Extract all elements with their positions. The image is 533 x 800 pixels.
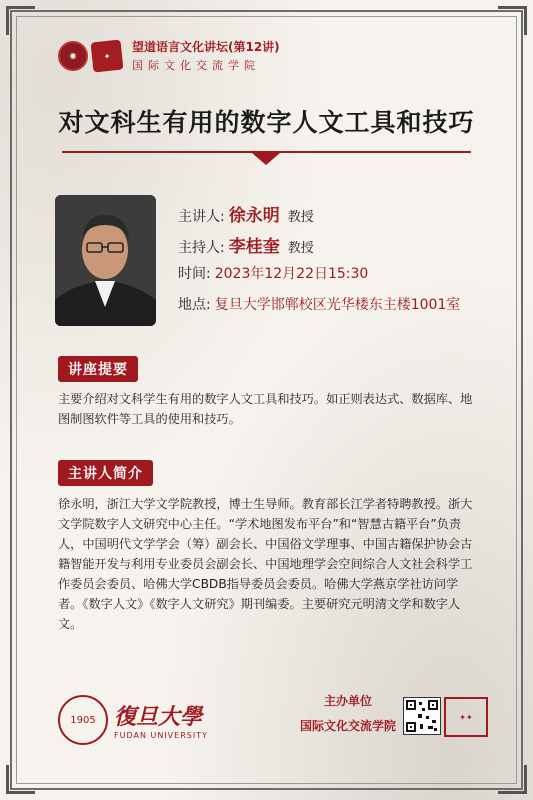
speaker-role: 教授 bbox=[287, 210, 314, 225]
bio-text: 徐永明，浙江大学文学院教授，博士生导师。教育部长江学者特聘教授。浙大文学院数字人文研究中心主任。“学术地图发布平台”和“智慧古籍平台”负责人，中国明代文学学会（筹）副会长、中国俗文学理事、中国古籍保护协会古籍智能开发与利用专业委员会副会长、中国地理学会空间综合人文社会科学工作委员会委员、哈佛大学CBDB指导委员会委员。哈佛大学燕京学社访问学者。《数字人文》《数字人文研究》期刊编委。主要研究元明清文学和数字人文。 bbox=[58, 497, 473, 631]
series-name: 望道语言文化讲坛(第12讲) bbox=[132, 40, 280, 54]
bio-heading: 主讲人简介 bbox=[58, 460, 153, 486]
speaker-label: 主讲人: bbox=[178, 209, 225, 225]
time-label: 时间: bbox=[178, 266, 211, 282]
fudan-seal-icon: 1905 bbox=[58, 695, 108, 745]
organizer-block bbox=[300, 692, 396, 734]
lecture-stamp-icon: ✦✦ bbox=[444, 697, 488, 737]
qr-code-icon bbox=[403, 697, 441, 735]
place-value: 复旦大学邯郸校区光华楼东主楼1001室 bbox=[214, 297, 461, 313]
lecture-info bbox=[178, 201, 460, 325]
summary-heading: 讲座提要 bbox=[58, 356, 138, 382]
organizer-name: 国际文化交流学院 bbox=[300, 719, 397, 733]
divider-arrow-icon bbox=[252, 153, 280, 165]
lecture-title: 对文科生有用的数字人文工具和技巧 bbox=[58, 108, 475, 137]
lecture-logo-icon: ✦ bbox=[91, 39, 124, 72]
fudan-logo bbox=[58, 695, 208, 745]
corner-ornament bbox=[498, 6, 527, 35]
organizer-top: 国际文化交流学院 bbox=[132, 59, 260, 72]
fudan-name-cn: 復旦大學 bbox=[114, 704, 203, 730]
corner-ornament bbox=[6, 765, 35, 794]
corner-ornament bbox=[498, 765, 527, 794]
host-role: 教授 bbox=[287, 241, 314, 256]
speaker-name: 徐永明 bbox=[228, 206, 280, 226]
fudan-name-en: FUDAN UNIVERSITY bbox=[114, 731, 208, 740]
corner-ornament bbox=[6, 6, 35, 35]
place-label: 地点: bbox=[178, 297, 211, 313]
header bbox=[58, 38, 280, 73]
time-value: 2023年12月22日15:30 bbox=[214, 266, 369, 282]
host-label: 主持人: bbox=[178, 240, 225, 256]
speaker-photo bbox=[55, 195, 156, 326]
school-seal-icon: ◉ bbox=[58, 41, 88, 71]
organizer-label: 主办单位 bbox=[324, 694, 373, 708]
host-name: 李桂奎 bbox=[228, 237, 280, 257]
summary-text: 主要介绍对文科学生有用的数字人文工具和技巧。如正则表达式、数据库、地图制图软件等工具的使用和技巧。 bbox=[58, 392, 473, 426]
